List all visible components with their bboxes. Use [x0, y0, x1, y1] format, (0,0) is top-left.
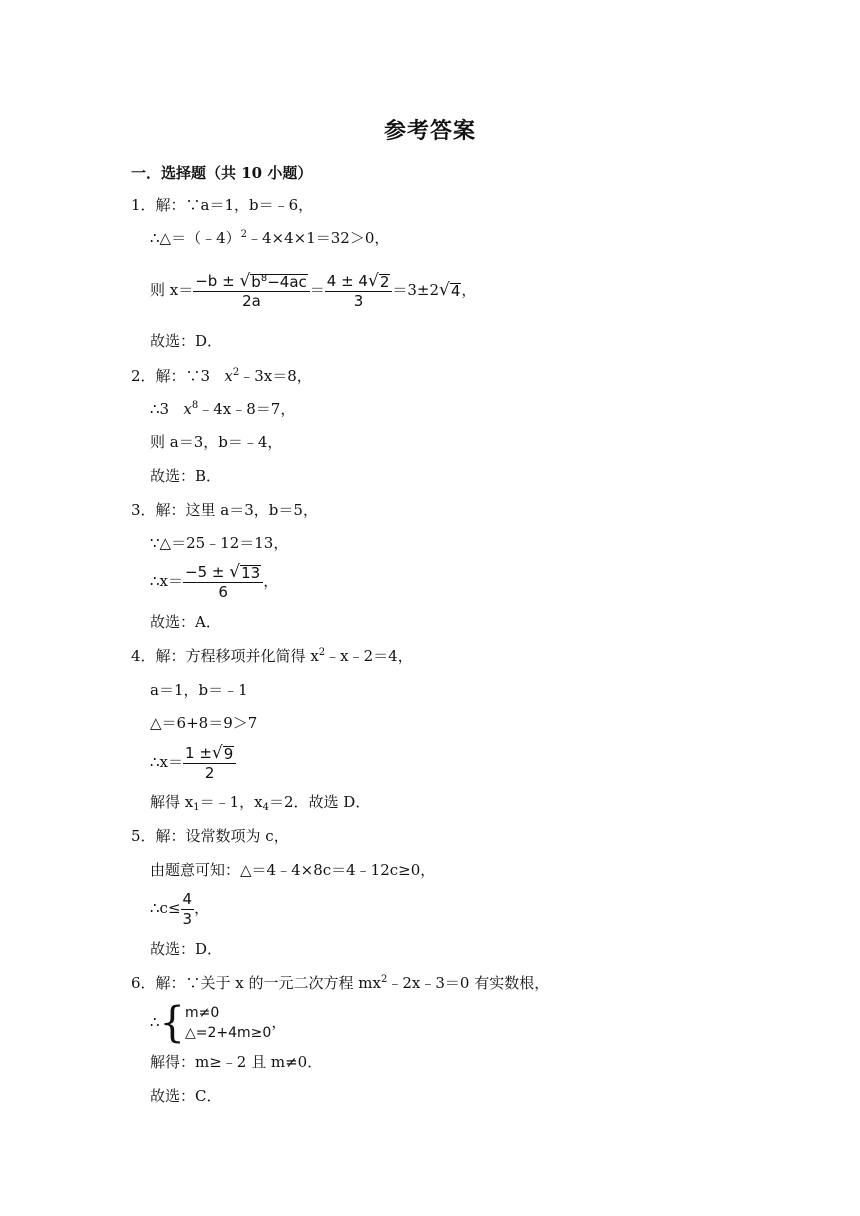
q3-fraction: −5 ± √ 13 6 [183, 564, 263, 601]
q1-line1: 1．解：∵a＝1，b＝﹣6， [131, 196, 314, 214]
q5-line3: ∴c≤ $\frac{4}{3}$ ， [150, 889, 210, 928]
q1-line2: ∴△＝（﹣4）$^2$﹣4×4×1＝32＞0， [150, 229, 390, 247]
q6-line3: 解得：m≥﹣2 且 m≠0． [150, 1053, 323, 1071]
q2-line3: 则 a＝3，b＝﹣4， [150, 433, 283, 451]
q4-line3: △＝6+8＝9＞7 [150, 714, 258, 732]
q1-line3: 则 x＝ −b ± √ $b^8-4ac$ 2a ＝ 4 ± 4 √ 2 3 ＝3±2 √ 4 ， [150, 270, 477, 310]
q4-fraction: 1 ± √ 9 2 [183, 745, 236, 782]
q3-line1: 3．解：这里 a＝3，b＝5， [131, 501, 318, 519]
q6-line2: ∴ { m≠0 △=2+4m≥0 ， [150, 998, 287, 1048]
q1-answer: 故选：D． [150, 332, 223, 350]
q3-answer: 故选：A． [150, 613, 221, 631]
q6-system-row2: △=2+4m≥0 [185, 1025, 272, 1041]
q6-line1: 6．解：∵关于 x 的一元二次方程 $mx^2﹣2x﹣3=0$ 有实数根， [131, 974, 550, 992]
page-title: 参考答案 [383, 118, 476, 144]
q1-radical: √ 4 [439, 280, 461, 300]
q5-line1: 5．解：设常数项为 c， [131, 827, 289, 845]
q1-fraction-2: 4 ± 4 √ 2 3 [325, 273, 393, 310]
q5-answer: 故选：D． [150, 940, 223, 958]
q6-answer: 故选：C． [150, 1087, 222, 1105]
q4-line4: ∴x＝ 1 ± √ 9 2 [150, 742, 236, 782]
q3-line3: ∴x＝ −5 ± √ 13 6 ， [150, 561, 279, 601]
q2-answer: 故选：B． [150, 467, 222, 485]
q1-fraction-1: −b ± √ $b^8-4ac$ 2a [193, 273, 310, 310]
section-heading: 一．选择题（共 10 小题） [131, 164, 313, 182]
q4-line5: 解得 $x_1=﹣1$，$x_4=2$．故选 D． [150, 793, 371, 813]
q4-line1: 4．解：方程移项并化简得 $x^2﹣x﹣2=4$， [131, 647, 413, 665]
q6-equation-system: { m≠0 △=2+4m≥0 [159, 998, 272, 1048]
q5-line2: 由题意可知：△＝4﹣4×8c＝4﹣12c≥0， [150, 861, 436, 879]
q4-line2: a＝1，b＝﹣1 [150, 681, 248, 699]
q6-system-row1: m≠0 [185, 1005, 220, 1021]
q5-fraction: $\frac{4}{3}$ [182, 889, 193, 928]
q2-line2: ∴3 $x^8﹣4x﹣8=7$， [150, 400, 296, 418]
q2-line1: 2．解：∵3 $x^2﹣3x=8$， [131, 367, 312, 385]
q3-line2: ∵△＝25﹣12＝13， [150, 534, 289, 552]
